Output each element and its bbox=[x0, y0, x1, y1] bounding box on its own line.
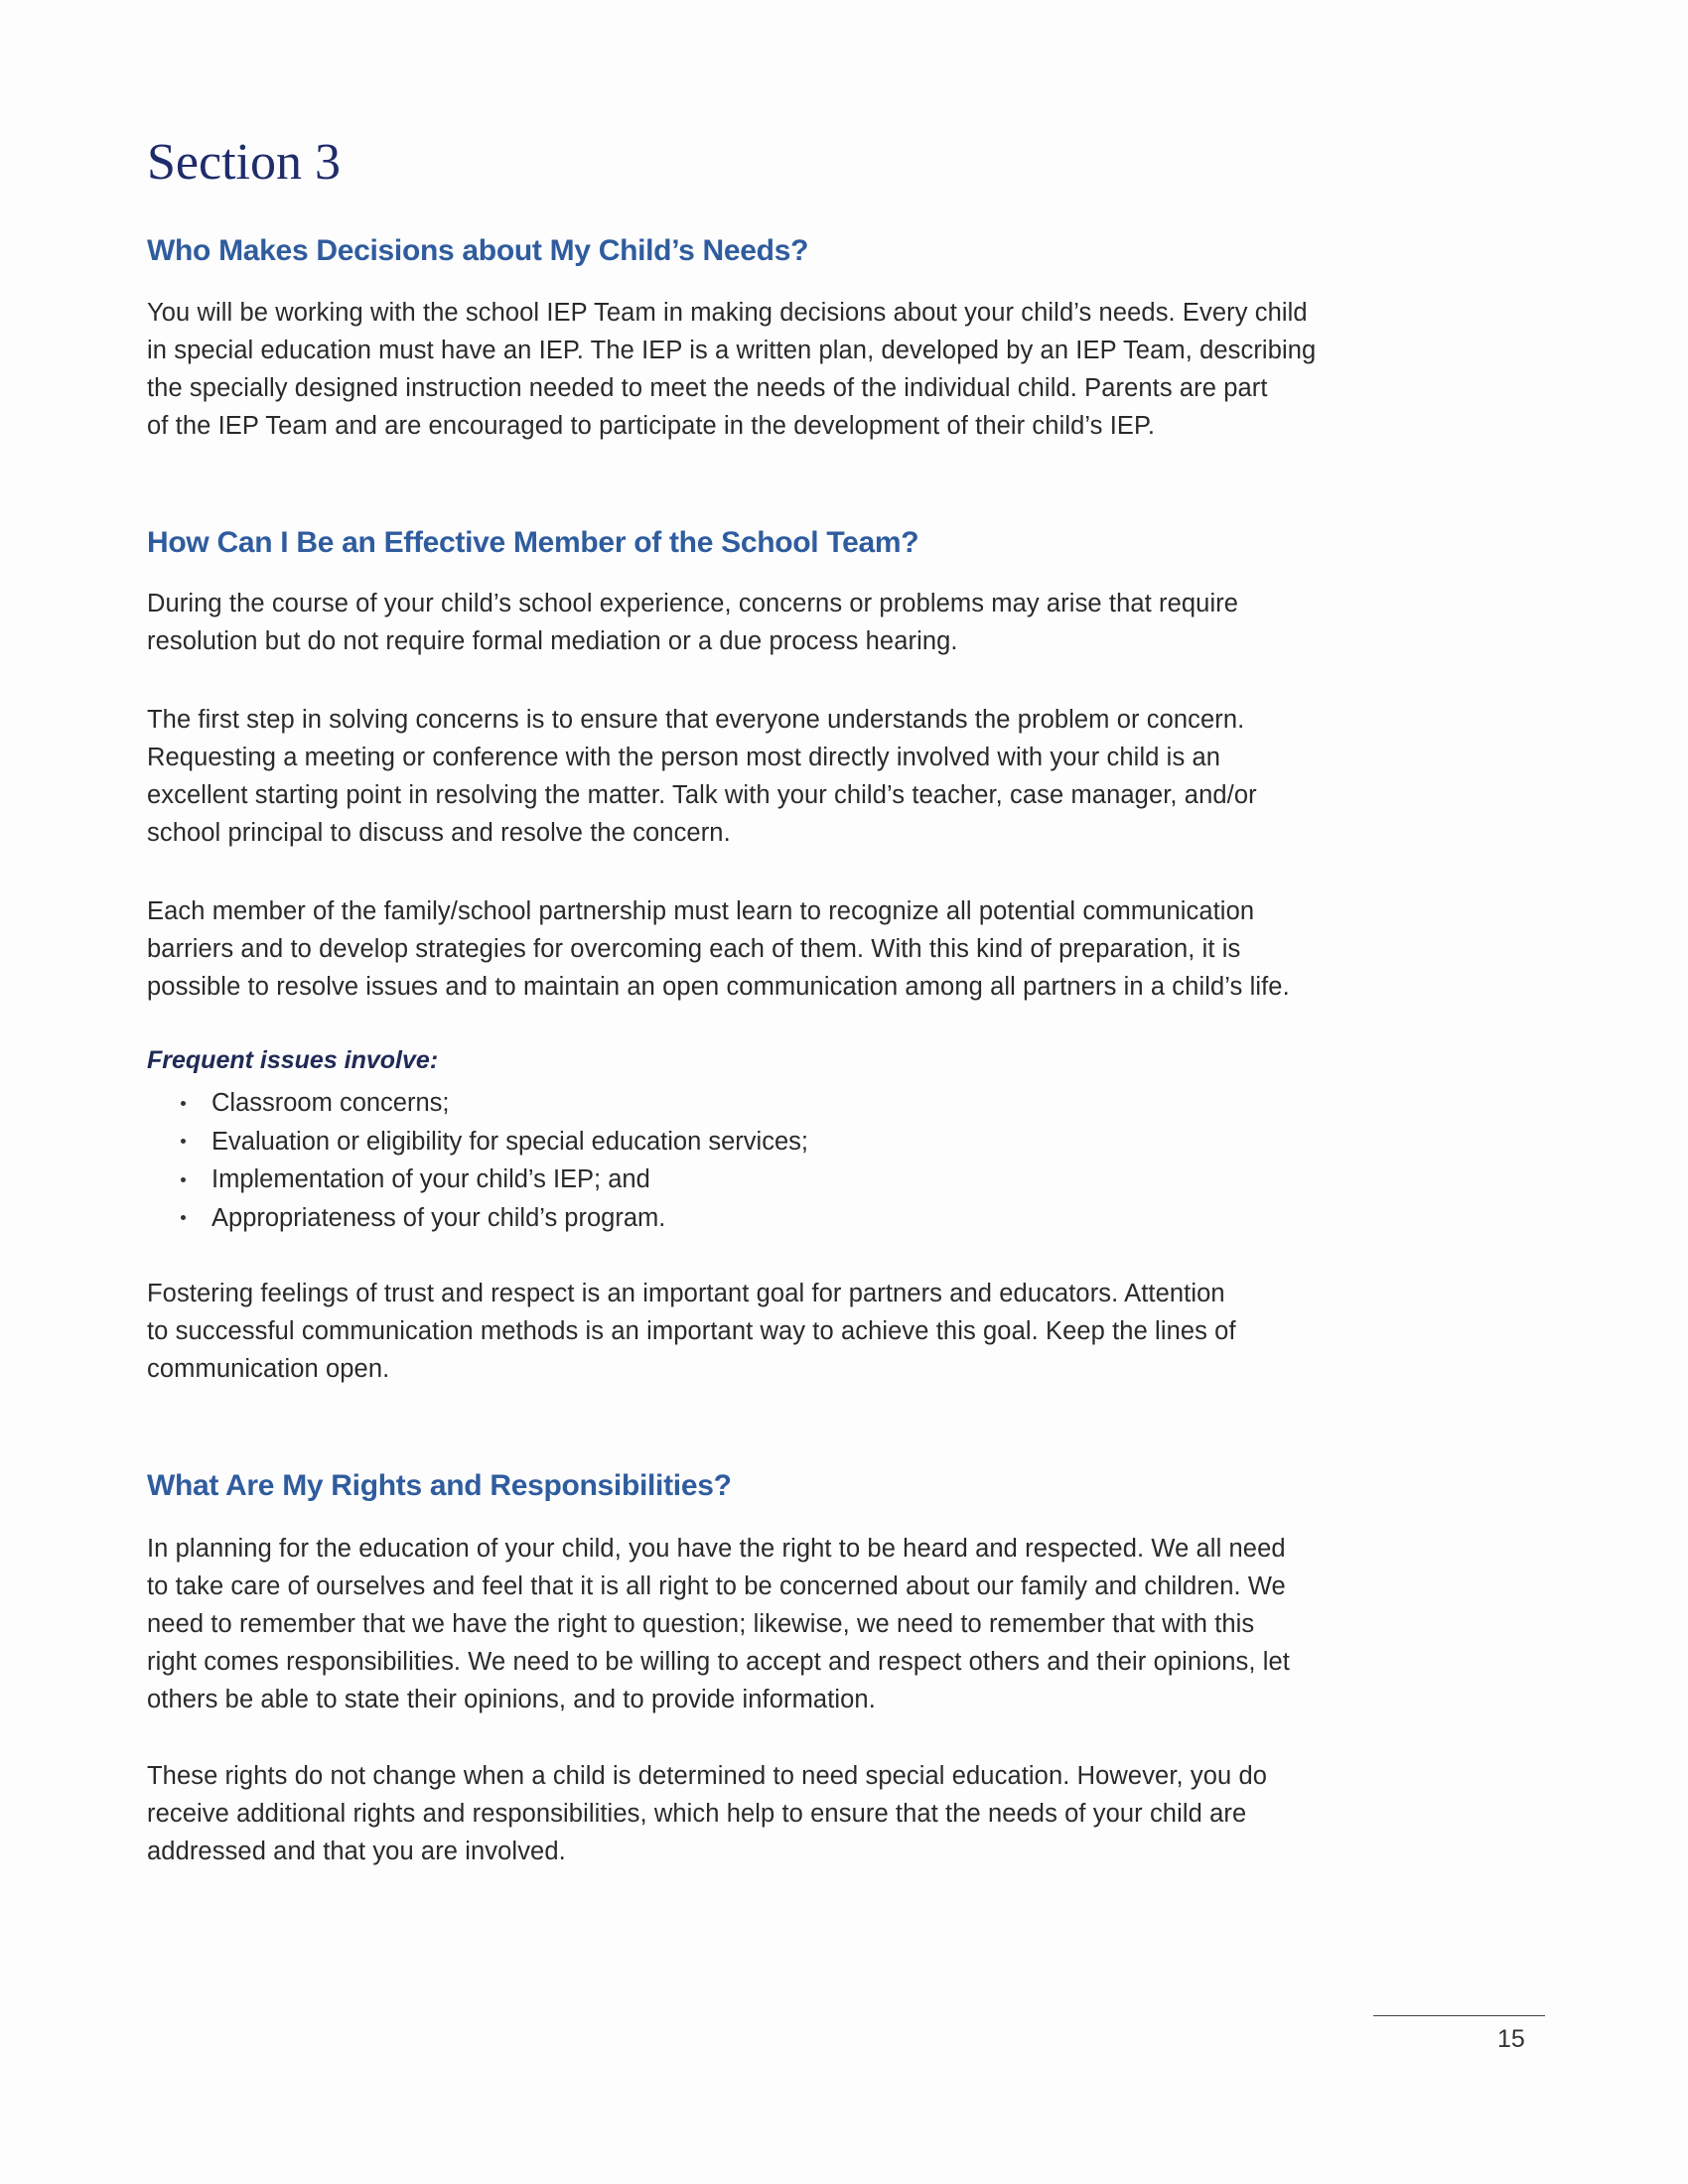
text-line: to successful communication methods is an important way to achieve this goal. Keep the lines of bbox=[147, 1317, 1236, 1345]
list-item bbox=[147, 1084, 808, 1123]
bullet-icon bbox=[181, 1139, 186, 1144]
list-item-text: Classroom concerns; bbox=[211, 1089, 450, 1117]
text-line: possible to resolve issues and to maintain an open communication among all partners in a child’s life. bbox=[147, 973, 1290, 1001]
bullet-icon bbox=[181, 1101, 186, 1106]
text-line: Requesting a meeting or conference with the person most directly involved with your child is an bbox=[147, 744, 1221, 771]
text-line: need to remember that we have the right to question; likewise, we need to remember that with this bbox=[147, 1610, 1255, 1638]
heading-who-makes-decisions: Who Makes Decisions about My Child’s Needs? bbox=[147, 234, 809, 267]
paragraph bbox=[147, 1275, 1236, 1388]
list-item-text: Implementation of your child’s IEP; and bbox=[211, 1165, 650, 1193]
paragraph bbox=[147, 294, 1316, 445]
list-title: Frequent issues involve: bbox=[147, 1046, 439, 1074]
list-item-text: Evaluation or eligibility for special education services; bbox=[211, 1127, 808, 1156]
text-line: Each member of the family/school partnership must learn to recognize all potential communication bbox=[147, 897, 1255, 925]
text-line: barriers and to develop strategies for overcoming each of them. With this kind of preparation, it is bbox=[147, 935, 1241, 963]
text-line: school principal to discuss and resolve the concern. bbox=[147, 819, 731, 847]
heading-effective-member: How Can I Be an Effective Member of the School Team? bbox=[147, 526, 919, 559]
bullet-list bbox=[147, 1084, 808, 1237]
list-item-text: Appropriateness of your child’s program. bbox=[211, 1203, 666, 1232]
text-line: communication open. bbox=[147, 1355, 390, 1383]
text-line: Fostering feelings of trust and respect is an important goal for partners and educators. Attention bbox=[147, 1280, 1225, 1307]
footer-rule bbox=[1373, 2015, 1545, 2016]
text-line: right comes responsibilities. We need to be willing to accept and respect others and their opinions, let bbox=[147, 1648, 1290, 1676]
paragraph bbox=[147, 892, 1290, 1006]
text-line: the specially designed instruction needed to meet the needs of the individual child. Parents are part bbox=[147, 374, 1268, 402]
text-line: addressed and that you are involved. bbox=[147, 1838, 566, 1865]
list-item bbox=[147, 1199, 808, 1238]
paragraph bbox=[147, 1530, 1290, 1718]
text-line: During the course of your child’s school experience, concerns or problems may arise that require bbox=[147, 590, 1239, 617]
text-line: The first step in solving concerns is to ensure that everyone understands the problem or concern. bbox=[147, 706, 1245, 734]
bullet-icon bbox=[181, 1215, 186, 1220]
text-line: to take care of ourselves and feel that it is all right to be concerned about our family and children. We bbox=[147, 1572, 1286, 1600]
text-line: of the IEP Team and are encouraged to participate in the development of their child’s IEP. bbox=[147, 412, 1156, 440]
text-line: in special education must have an IEP. The IEP is a written plan, developed by an IEP Team, describing bbox=[147, 337, 1317, 364]
list-item bbox=[147, 1160, 808, 1199]
paragraph bbox=[147, 701, 1257, 852]
text-line: These rights do not change when a child is determined to need special education. However, you do bbox=[147, 1762, 1268, 1790]
text-line: receive additional rights and responsibilities, which help to ensure that the needs of your child are bbox=[147, 1800, 1247, 1828]
paragraph bbox=[147, 585, 1238, 660]
page-number: 15 bbox=[1497, 2025, 1525, 2053]
bullet-icon bbox=[181, 1177, 186, 1182]
text-line: In planning for the education of your child, you have the right to be heard and respected. We all need bbox=[147, 1535, 1286, 1563]
text-line: resolution but do not require formal mediation or a due process hearing. bbox=[147, 627, 958, 655]
heading-rights-responsibilities: What Are My Rights and Responsibilities? bbox=[147, 1469, 732, 1502]
section-title: Section 3 bbox=[147, 134, 341, 191]
text-line: others be able to state their opinions, and to provide information. bbox=[147, 1686, 876, 1713]
text-line: You will be working with the school IEP Team in making decisions about your child’s needs. Every child bbox=[147, 299, 1308, 327]
paragraph bbox=[147, 1757, 1267, 1870]
text-line: excellent starting point in resolving the matter. Talk with your child’s teacher, case manager, and/or bbox=[147, 781, 1257, 809]
list-item bbox=[147, 1123, 808, 1161]
